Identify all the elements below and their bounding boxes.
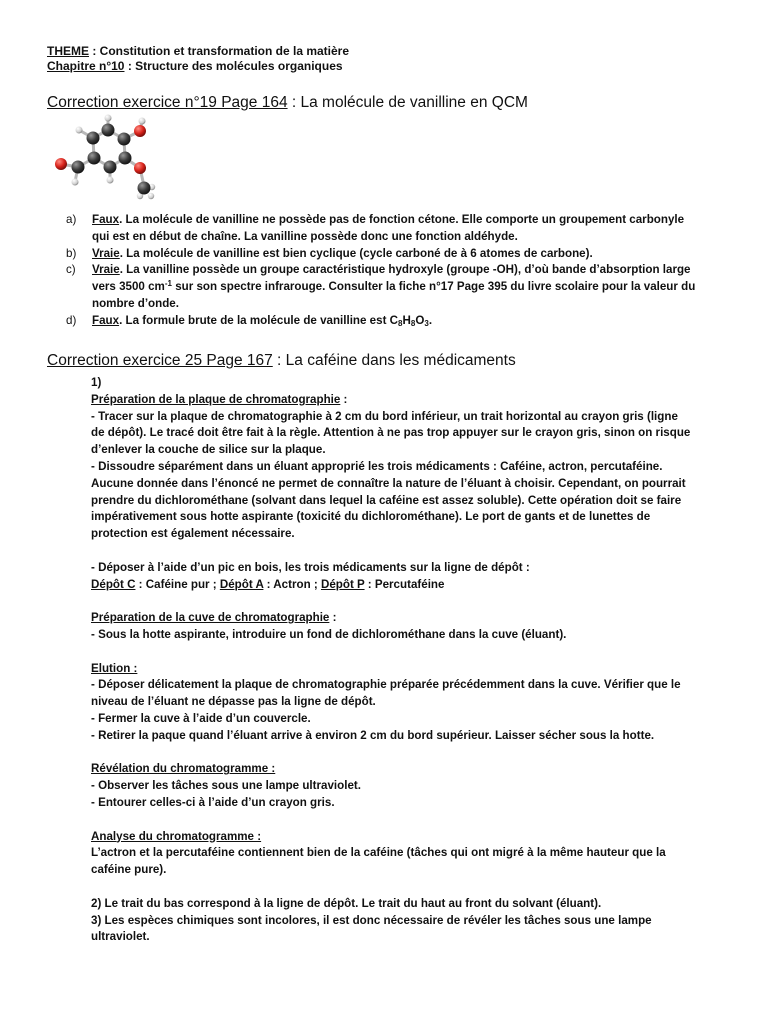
answer-d bbox=[66, 313, 726, 330]
paragraph-line: protection est également nécessaire. bbox=[91, 527, 295, 541]
paragraph-line: L’actron et la percutaféine contiennent bien de la caféine (tâches qui ont migré à la même hauteur que la bbox=[91, 846, 666, 860]
paragraph-line: - Retirer la paque quand l’éluant arrive à environ 2 cm du bord supérieur. Laisser sécher sous la hotte. bbox=[91, 728, 655, 742]
section-heading bbox=[91, 761, 731, 778]
answer-text: . La vanilline possède un groupe caractéristique hydroxyle (groupe -OH), d’où bande d’absorption large bbox=[119, 263, 691, 277]
answer-label: c) bbox=[66, 263, 76, 277]
exercise-19-sep: : bbox=[287, 94, 301, 111]
answer-text: nombre d’onde. bbox=[92, 296, 179, 310]
exercise-25-sep: : bbox=[272, 352, 286, 369]
paragraph-line: - Dissoudre séparément dans un éluant approprié les trois médicaments : Caféine, actron, percutaféine. bbox=[91, 459, 663, 473]
exercise-25-body bbox=[91, 375, 731, 946]
exercise-19-ref: Correction exercice n°19 Page 164 bbox=[47, 94, 288, 111]
paragraph-line: - Tracer sur la plaque de chromatographie à 2 cm du bord inférieur, un trait horizontal au crayon gris (ligne bbox=[91, 409, 678, 423]
answer-text: . La formule brute de la molécule de vanilline est bbox=[119, 313, 390, 327]
exercise-19-title bbox=[47, 94, 528, 112]
question-1-label: 1) bbox=[91, 376, 102, 389]
unit-exponent: -1 bbox=[164, 279, 172, 289]
revelation-heading: Révélation du chromatogramme : bbox=[91, 762, 276, 776]
answer-b bbox=[66, 246, 726, 263]
paragraph-line: - Déposer délicatement la plaque de chromatographie préparée précédemment dans la cuve. Vérifier que le bbox=[91, 678, 681, 692]
answer-verdict: Vraie bbox=[92, 246, 120, 260]
exercise-19-subject: La molécule de vanilline en QCM bbox=[300, 94, 528, 111]
paragraph-line: caféine pure). bbox=[91, 863, 167, 877]
paragraph-line: d’enlever la couche de silice sur la plaque. bbox=[91, 443, 326, 457]
exercise-25-ref: Correction exercice 25 Page 167 bbox=[47, 352, 273, 369]
depot-c-label: Dépôt C bbox=[91, 577, 136, 591]
section-heading bbox=[91, 829, 731, 846]
question-2-answer: 2) Le trait du bas correspond à la ligne de dépôt. Le trait du haut au front du solvant (éluant). bbox=[91, 896, 602, 910]
answer-verdict: Faux bbox=[92, 313, 120, 327]
qcm-answers bbox=[66, 212, 726, 330]
answer-text: . La molécule de vanilline ne possède pas de fonction cétone. Elle comporte un groupement carbonyle bbox=[119, 213, 685, 226]
paragraph-line: de dépôt). Le tracé doit être fait à la règle. Attention à ne pas trop appuyer sur le crayon gris, sinon on risque bbox=[91, 426, 691, 440]
section-heading: Préparation de la plaque de chromatographie : bbox=[91, 392, 348, 406]
analyse-heading: Analyse du chromatogramme : bbox=[91, 829, 262, 843]
exercise-25-subject: La caféine dans les médicaments bbox=[285, 352, 516, 369]
paragraph-line: impérativement sous hotte aspirante (toxicité du dichlorométhane). Le port de gants et de lunettes de bbox=[91, 510, 651, 524]
answer-verdict: Vraie bbox=[92, 263, 120, 277]
chapter-line bbox=[47, 59, 343, 74]
answer-label: d) bbox=[66, 313, 77, 327]
chapter-text: : Structure des molécules organiques bbox=[124, 59, 343, 73]
answer-text-part: vers 3500 cm bbox=[92, 280, 165, 294]
paragraph-line: - Entourer celles-ci à l’aide d’un crayon gris. bbox=[91, 795, 335, 809]
elution-heading: Elution : bbox=[91, 661, 138, 675]
section-heading bbox=[91, 661, 731, 678]
paragraph-line: Aucune donnée dans l’énoncé ne permet de connaître la nature de l’éluant à choisir. Cependant, on pourrait bbox=[91, 476, 686, 490]
answer-verdict: Faux bbox=[92, 213, 120, 226]
theme-line bbox=[47, 44, 349, 59]
vanillin-molecule-image bbox=[48, 114, 168, 206]
answer-text: . La molécule de vanilline est bien cyclique (cycle carboné de à 6 atomes de carbone). bbox=[119, 246, 593, 260]
cuve-heading: Préparation de la cuve de chromatographie bbox=[91, 611, 330, 625]
exercise-25-title bbox=[47, 352, 516, 370]
answer-label: a) bbox=[66, 213, 77, 226]
chapter-label: Chapitre n°10 bbox=[47, 59, 125, 73]
depot-list: Dépôt C : Caféine pur ; Dépôt A : Actron ; Dépôt P : Percutaféine bbox=[91, 577, 445, 591]
section-heading: Préparation de la cuve de chromatographie : bbox=[91, 611, 337, 625]
answer-text bbox=[92, 279, 726, 296]
paragraph-line: prendre du dichlorométhane (solvant dans lequel la caféine est assez soluble). Cette opération doit se faire bbox=[91, 493, 682, 507]
paragraph-line: - Fermer la cuve à l’aide d’un couvercle. bbox=[91, 711, 311, 725]
answer-text-part: sur son spectre infrarouge. Consulter la fiche n°17 Page 395 du livre scolaire pour la valeur du bbox=[171, 280, 696, 294]
answer-c bbox=[66, 262, 726, 312]
answer-label: b) bbox=[66, 246, 77, 260]
answer-a bbox=[66, 212, 726, 246]
depot-a-label: Dépôt A bbox=[219, 577, 264, 591]
paragraph-line: - Observer les tâches sous une lampe ultraviolet. bbox=[91, 779, 361, 793]
question-3-answer: 3) Les espèces chimiques sont incolores, il est donc nécessaire de révéler les tâches sous une lampe bbox=[91, 913, 652, 927]
theme-label: THEME bbox=[47, 44, 89, 58]
molecular-formula: $C_8H_8O_3$. bbox=[389, 313, 433, 328]
plaque-heading: Préparation de la plaque de chromatographie bbox=[91, 392, 341, 406]
theme-text: : Constitution et transformation de la matière bbox=[89, 44, 350, 58]
depot-p-label: Dépôt P bbox=[320, 577, 365, 591]
paragraph-line: niveau de l’éluant ne dépasse pas la ligne de dépôt. bbox=[91, 695, 376, 709]
answer-text: qui est en début de chaîne. La vanilline possède donc une fonction aldéhyde. bbox=[92, 229, 518, 243]
paragraph-line: - Sous la hotte aspirante, introduire un fond de dichlorométhane dans la cuve (éluant). bbox=[91, 627, 567, 641]
question-3-answer: ultraviolet. bbox=[91, 930, 150, 944]
paragraph-line: - Déposer à l’aide d’un pic en bois, les trois médicaments sur la ligne de dépôt : bbox=[91, 560, 530, 574]
molecule-atoms bbox=[55, 115, 155, 200]
